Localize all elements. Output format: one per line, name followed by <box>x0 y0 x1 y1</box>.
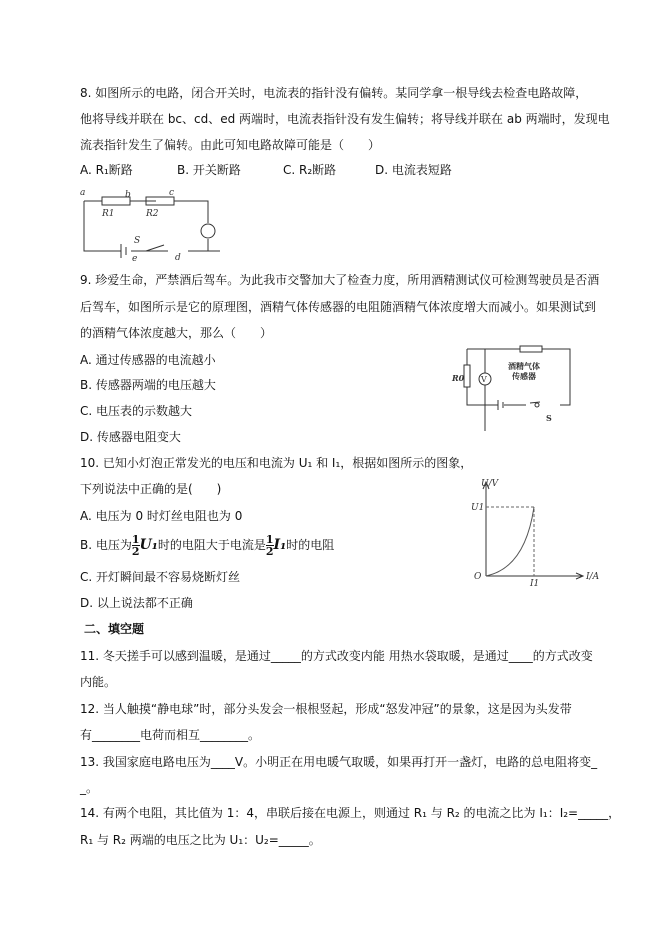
q13-line: 13. 我国家庭电路电压为____V。小明正在用电暖气取暖，如果再打开一盏灯，电路的总电阻将变_ <box>80 755 598 769</box>
var-u1: U₁ <box>139 537 158 553</box>
x-axis-label: I/A <box>586 572 600 582</box>
q10-line: 下列说法中正确的是( ) <box>80 482 222 496</box>
q9-line: 9. 珍爱生命，严禁酒后驾车。为此我市交警加大了检查力度，所用酒精测试仪可检测驾驶员是否酒 <box>80 273 600 287</box>
q8-circuit-diagram <box>76 188 186 262</box>
q12-line: 有________电荷而相互________。 <box>80 728 261 742</box>
sensor-label: 传感器 <box>512 372 536 381</box>
q9-option-a: A. 通过传感器的电流越小 <box>80 353 216 367</box>
num: 1 <box>131 533 140 546</box>
text: B. 电压为 <box>80 538 132 552</box>
fraction-half <box>132 534 140 557</box>
den: 2 <box>265 545 274 558</box>
label-e: e <box>132 254 138 264</box>
label-switch: S <box>134 236 141 246</box>
q8-line: 流表指针发生了偏转。由此可知电路故障可能是（ ） <box>80 138 381 152</box>
q8-option-d: D. 电流表短路 <box>375 163 452 177</box>
q11-line: 内能。 <box>80 675 117 689</box>
q9-option-b: B. 传感器两端的电压越大 <box>80 378 216 392</box>
label-d: d <box>175 253 181 263</box>
label-a: a <box>80 188 86 198</box>
origin-label: O <box>474 572 482 582</box>
q8-option-c: C. R₂断路 <box>283 163 337 177</box>
label-voltmeter: V <box>481 375 487 384</box>
y-axis-label: U/V <box>481 479 499 489</box>
label-r0: R0 <box>452 373 465 383</box>
q10-option-a: A. 电压为 0 时灯丝电阻也为 0 <box>80 509 243 523</box>
q8-line: 他将导线并联在 bc、cd、ed 两端时，电流表指针没有发生偏转；将导线并联在 ab 两端时，发现电 <box>80 112 610 126</box>
q8-line: 8. 如图所示的电路，闭合开关时，电流表的指针没有偏转。某同学拿一根导线去检查电路故障， <box>80 86 588 100</box>
label-r2: R2 <box>146 209 159 219</box>
label-b: b <box>125 190 131 200</box>
q14-line: 14. 有两个电阻，其比值为 1：4，串联后接在电源上，则通过 R₁ 与 R₂ 的电流之比为 I₁：I₂=_____， <box>80 806 621 820</box>
label-c: c <box>169 188 175 198</box>
sensor-label: 酒精气体 <box>508 362 540 371</box>
q10-ui-graph <box>455 478 600 589</box>
var-i1: I₁ <box>273 537 287 553</box>
q9-option-c: C. 电压表的示数越大 <box>80 404 193 418</box>
q10-option-b <box>80 533 334 557</box>
q10-option-d: D. 以上说法都不正确 <box>80 596 193 610</box>
q11-line: 11. 冬天搓手可以感到温暖，是通过_____的方式改变内能 用热水袋取暖，是通过____的方式改变 <box>80 649 593 663</box>
q14-line: R₁ 与 R₂ 两端的电压之比为 U₁：U₂=_____。 <box>80 833 321 847</box>
q9-option-d: D. 传感器电阻变大 <box>80 430 181 444</box>
den: 2 <box>131 545 140 558</box>
q9-line: 后驾车，如图所示是它的原理图，酒精气体传感器的电阻随酒精气体浓度增大而减小。如果测试到 <box>80 300 597 314</box>
label-r1: R1 <box>102 209 115 219</box>
q13-line: _。 <box>80 781 99 795</box>
q9-line: 的酒精气体浓度越大，那么（ ） <box>80 326 273 340</box>
label-switch: S <box>546 413 552 423</box>
text: 时的电阻 <box>286 538 335 552</box>
q8-option-a: A. R₁断路 <box>80 163 133 177</box>
q10-option-c: C. 开灯瞬间最不容易烧断灯丝 <box>80 570 241 584</box>
i1-label: I1 <box>530 579 540 589</box>
text: 时的电阻大于电流是 <box>157 538 266 552</box>
section-heading: 二、填空题 <box>84 622 145 636</box>
q10-line: 10. 已知小灯泡正常发光的电压和电流为 U₁ 和 I₁，根据如图所示的图象， <box>80 456 473 470</box>
q8-option-b: B. 开关断路 <box>177 163 241 177</box>
num: 1 <box>265 533 274 546</box>
q12-line: 12. 当人触摸“静电球”时，部分头发会一根根竖起，形成“怒发冲冠”的景象，这是因为头发带 <box>80 702 572 716</box>
u1-label: U1 <box>471 503 485 513</box>
fraction-half <box>266 534 274 557</box>
q9-circuit-diagram <box>450 345 560 425</box>
